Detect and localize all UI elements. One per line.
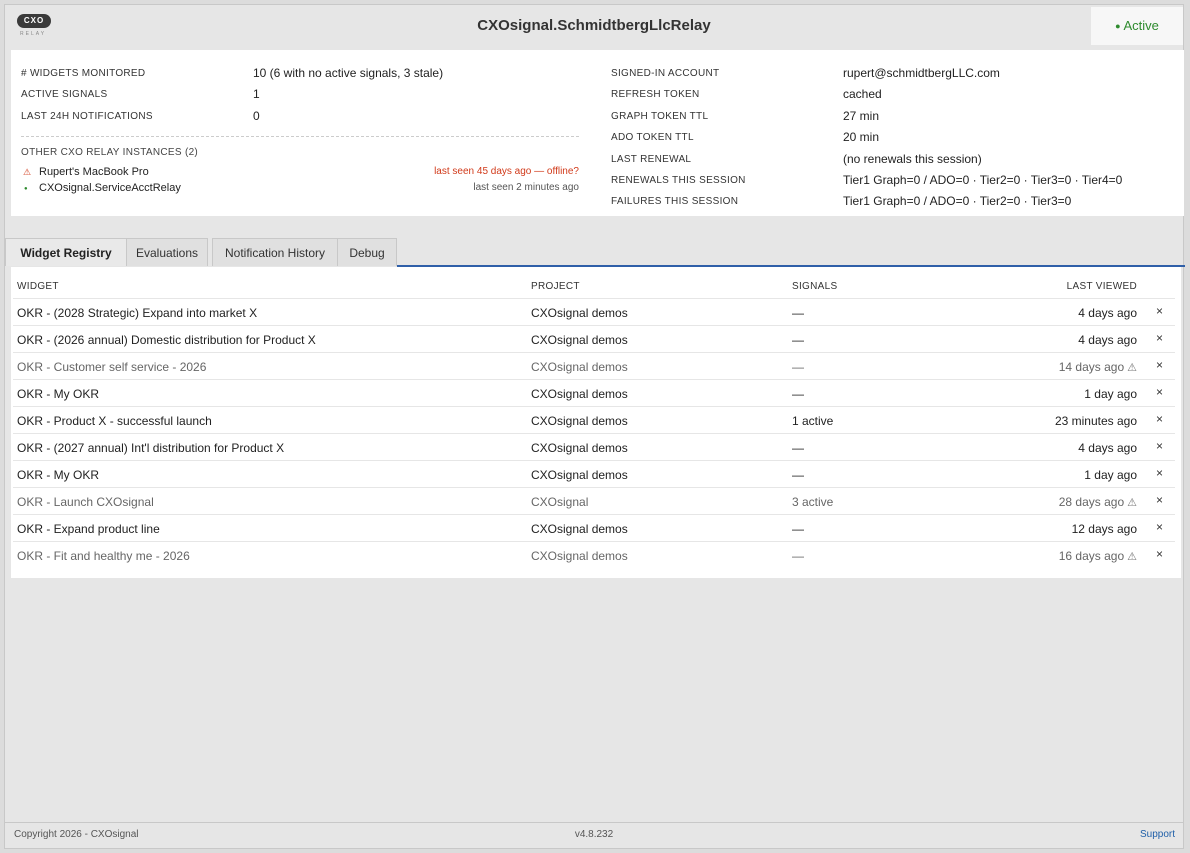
last-viewed-value: 4 days ago: [1078, 306, 1137, 320]
signals-value: —: [792, 549, 804, 563]
remove-widget-button[interactable]: ×: [1155, 466, 1163, 480]
remove-widget-button[interactable]: ×: [1155, 439, 1163, 453]
signals-value: —: [792, 441, 804, 455]
last-viewed-value: 14 days ago: [1058, 360, 1125, 374]
table-row[interactable]: [13, 460, 1175, 487]
status-badge: [1091, 7, 1183, 45]
project-name: CXOsignal demos: [531, 387, 628, 401]
last-viewed-cell: [1072, 522, 1137, 536]
last-viewed-value: 1 day ago: [1084, 387, 1137, 401]
summary-key: LAST 24H NOTIFICATIONS: [21, 111, 153, 122]
project-name: CXOsignal demos: [531, 549, 628, 563]
column-header-last-viewed: LAST VIEWED: [1066, 281, 1137, 292]
signals-value: 3 active: [792, 495, 834, 509]
summary-key: LAST RENEWAL: [611, 154, 692, 165]
table-row[interactable]: [13, 325, 1175, 352]
app-header: [5, 5, 1183, 49]
table-row[interactable]: [13, 406, 1175, 433]
stale-warning-icon: ⚠: [1127, 362, 1137, 374]
signals-value: —: [792, 468, 804, 482]
project-name: CXOsignal: [531, 495, 589, 509]
column-header-project: PROJECT: [531, 281, 580, 292]
support-link[interactable]: Support: [1139, 829, 1175, 840]
project-name: CXOsignal demos: [531, 333, 628, 347]
remove-widget-button[interactable]: ×: [1155, 547, 1163, 561]
instance-last-seen: last seen 2 minutes ago: [473, 182, 579, 193]
version-label: v4.8.232: [574, 829, 614, 840]
table-row[interactable]: [13, 298, 1175, 325]
summary-key: SIGNED-IN ACCOUNT: [611, 68, 720, 79]
widget-name: OKR - (2026 annual) Domestic distribution for Product X: [17, 333, 316, 347]
last-viewed-cell: [1059, 360, 1137, 374]
summary-value: (no renewals this session): [843, 152, 982, 166]
instance-name: Rupert's MacBook Pro: [39, 166, 149, 178]
widget-name: OKR - My OKR: [17, 468, 100, 482]
summary-key: # WIDGETS MONITORED: [21, 68, 146, 79]
last-viewed-value: 23 minutes ago: [1054, 414, 1137, 428]
last-viewed-value: 28 days ago: [1058, 495, 1125, 509]
remove-widget-button[interactable]: ×: [1155, 412, 1163, 426]
summary-value: 27 min: [843, 109, 880, 123]
table-row[interactable]: [13, 433, 1175, 460]
column-header-widget: WIDGET: [17, 281, 59, 292]
remove-widget-button[interactable]: ×: [1155, 385, 1163, 399]
project-name: CXOsignal demos: [531, 360, 628, 374]
last-viewed-value: 1 day ago: [1084, 468, 1137, 482]
last-viewed-value: 12 days ago: [1071, 522, 1137, 536]
summary-key: GRAPH TOKEN TTL: [611, 111, 709, 122]
widget-registry-table: [11, 267, 1181, 578]
summary-value: rupert@schmidtbergLLC.com: [843, 66, 1000, 80]
widget-name: OKR - Customer self service - 2026: [17, 360, 207, 374]
summary-panel: [11, 50, 1184, 216]
instance-row: [21, 182, 579, 196]
summary-key: FAILURES THIS SESSION: [611, 196, 739, 207]
signals-value: —: [792, 387, 804, 401]
signals-value: —: [792, 360, 804, 374]
summary-key: ACTIVE SIGNALS: [21, 89, 108, 100]
logo-subtitle: RELAY: [20, 31, 47, 37]
remove-widget-button[interactable]: ×: [1155, 358, 1163, 372]
summary-key: RENEWALS THIS SESSION: [611, 175, 746, 186]
instance-last-seen: last seen 45 days ago — offline?: [434, 166, 579, 177]
last-viewed-cell: [1078, 306, 1137, 320]
table-row[interactable]: [13, 541, 1175, 568]
summary-value: Tier1 Graph=0 / ADO=0 · Tier2=0 · Tier3=0 · Tier4=0: [843, 173, 1123, 187]
widget-name: OKR - Product X - successful launch: [17, 414, 212, 428]
last-viewed-cell: [1059, 495, 1137, 509]
remove-widget-button[interactable]: ×: [1155, 520, 1163, 534]
tab-evaluations[interactable]: Evaluations: [126, 238, 208, 266]
project-name: CXOsignal demos: [531, 306, 628, 320]
last-viewed-cell: [1059, 549, 1137, 563]
table-row[interactable]: [13, 352, 1175, 379]
last-viewed-cell: [1055, 414, 1137, 428]
project-name: CXOsignal demos: [531, 522, 628, 536]
warning-icon: ⚠: [23, 167, 32, 177]
project-name: CXOsignal demos: [531, 468, 628, 482]
instance-row: [21, 166, 579, 180]
tab-debug[interactable]: Debug: [337, 238, 397, 266]
summary-divider: [21, 136, 579, 137]
remove-widget-button[interactable]: ×: [1155, 493, 1163, 507]
remove-widget-button[interactable]: ×: [1155, 331, 1163, 345]
summary-value: cached: [843, 87, 882, 101]
summary-value: 1: [253, 87, 260, 101]
last-viewed-cell: [1084, 387, 1137, 401]
widget-name: OKR - Expand product line: [17, 522, 160, 536]
summary-key: REFRESH TOKEN: [611, 89, 700, 100]
summary-value: 0: [253, 109, 260, 123]
footer: [5, 822, 1183, 848]
tab-widget-registry[interactable]: Widget Registry: [5, 238, 127, 266]
stale-warning-icon: ⚠: [1127, 497, 1137, 509]
widget-name: OKR - (2028 Strategic) Expand into market X: [17, 306, 258, 320]
project-name: CXOsignal demos: [531, 414, 628, 428]
instances-header: OTHER CXO RELAY INSTANCES (2): [21, 147, 199, 158]
online-dot-icon: ●: [24, 186, 28, 192]
table-row[interactable]: [13, 514, 1175, 541]
last-viewed-cell: [1084, 468, 1137, 482]
column-header-signals: SIGNALS: [792, 281, 838, 292]
signals-value: —: [792, 522, 804, 536]
status-label: Active: [1123, 18, 1159, 33]
table-row[interactable]: [13, 487, 1175, 514]
last-viewed-cell: [1078, 333, 1137, 347]
summary-value: 20 min: [843, 130, 880, 144]
last-viewed-value: 4 days ago: [1078, 441, 1137, 455]
summary-value: Tier1 Graph=0 / ADO=0 · Tier2=0 · Tier3=0: [843, 194, 1072, 208]
summary-key: ADO TOKEN TTL: [611, 132, 694, 143]
tab-notification-history[interactable]: Notification History: [212, 238, 338, 266]
stale-warning-icon: ⚠: [1127, 551, 1137, 563]
last-viewed-cell: [1078, 441, 1137, 455]
signals-value: 1 active: [792, 414, 834, 428]
widget-name: OKR - Fit and healthy me - 2026: [17, 549, 190, 563]
signals-value: —: [792, 306, 804, 320]
widget-name: OKR - Launch CXOsignal: [17, 495, 154, 509]
remove-widget-button[interactable]: ×: [1155, 304, 1163, 318]
signals-value: —: [792, 333, 804, 347]
last-viewed-value: 4 days ago: [1078, 333, 1137, 347]
last-viewed-value: 16 days ago: [1058, 549, 1125, 563]
copyright: Copyright 2026 - CXOsignal: [14, 829, 139, 840]
summary-value: 10 (6 with no active signals, 3 stale): [253, 66, 444, 80]
instance-name: CXOsignal.ServiceAcctRelay: [39, 182, 181, 194]
table-row[interactable]: [13, 379, 1175, 406]
app-window: [4, 4, 1184, 849]
project-name: CXOsignal demos: [531, 441, 628, 455]
app-title: CXOsignal.SchmidtbergLlcRelay: [477, 17, 711, 34]
logo-mark: CXO: [17, 14, 51, 28]
status-dot-icon: ●: [1115, 21, 1121, 31]
widget-name: OKR - My OKR: [17, 387, 100, 401]
widget-name: OKR - (2027 annual) Int'l distribution for Product X: [17, 441, 285, 455]
